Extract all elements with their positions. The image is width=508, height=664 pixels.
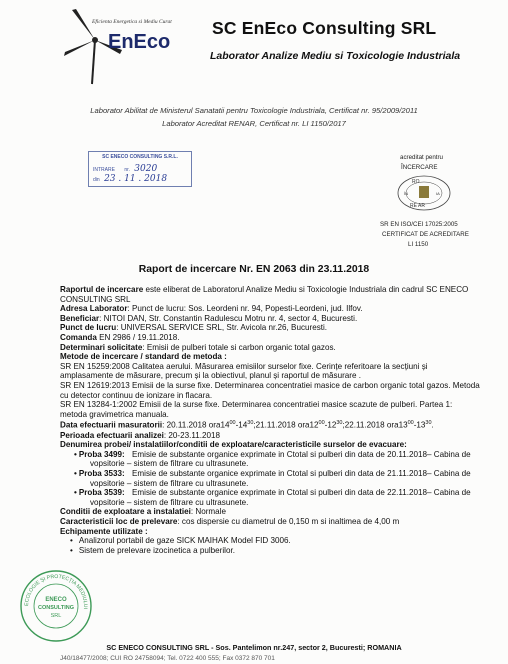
method-2: SR EN 12619:2013 Emisii de la surse fixe. Determinarea concentratiei masice de carbon organic total gazos. Metoda cu detector continuu de ionizare in flacara. [60, 380, 480, 400]
methods-heading: Metode de incercare / standard de metoda : [60, 352, 227, 362]
footer-registration: J40/18477/2008; CUI RO 24758094; Tel. 0722 400 555; Fax 0372 870 701 [60, 655, 275, 662]
dates-sup: 30 [336, 420, 343, 427]
renar-right: IA [436, 191, 440, 196]
company-name: SC EnEco Consulting SRL [212, 18, 437, 38]
equipment-item: • Sistem de prelevare izocinetica a pulberilor. [70, 545, 235, 555]
stamp-company: SC ENECO CONSULTING S.R.L. [102, 154, 178, 160]
sample-text: Emisie de substante organice exprimate in Ctotal si pulberi din data de 20.11.2018– Cabina de vopsitorie – sistem de filtrare cu ultrasunete. [90, 449, 471, 469]
dates-part: -13 [413, 421, 426, 430]
beneficiary-value: : NITOI DAN, Str. Constantin Radulescu Motru nr. 4, sector 4, Bucuresti. [99, 313, 358, 323]
place-label: Caracteristicii loc de prelevare [60, 516, 178, 526]
dates-part: -12 [324, 421, 337, 430]
analysis-label: Perioada efectuarii analizei [60, 430, 164, 440]
report-body [60, 285, 480, 555]
renar-logo [396, 174, 452, 212]
round-stamp-line-3: SRL [50, 613, 62, 619]
company-round-stamp [18, 568, 94, 644]
work-point-value: : UNIVERSAL SERVICE SRL, Str. Avicola nr.26, Bucuresti. [116, 323, 328, 333]
place-row [60, 517, 480, 527]
work-point-label: Punct de lucru [60, 323, 117, 333]
dates-part: . [431, 421, 434, 430]
accreditation-for: acreditat pentru [400, 154, 443, 161]
requested-row [60, 343, 480, 353]
logo-tagline: Eficienta Energetica si Mediu Curat [92, 19, 172, 25]
intro-text: este eliberat de Laboratorul Analize Mediu si Toxicologie Industriala din cadrul SC ENECO CONSULTING SRL [60, 285, 469, 304]
stamp-entry-label: INTRARE [93, 167, 115, 173]
lab-address-value: : Punct de lucru: Sos. Leordeni nr. 94, Popesti-Leordeni, jud. Ilfov. [127, 304, 363, 314]
requested-value: : Emisii de pulberi totale si carbon organic total gazos. [142, 342, 336, 352]
round-stamp-line-2: CONSULTING [38, 605, 74, 611]
certification-line-2: Laborator Acreditat RENAR, Certificat nr. LI 1150/2017 [162, 119, 346, 128]
conditions-value: : Normale [190, 507, 226, 517]
order-value: EN 2986 / 19.11.2018. [96, 332, 180, 342]
stamp-date-value: 23 . 11 . 2018 [104, 174, 168, 184]
dates-sup: 30 [247, 420, 254, 427]
dates-sup: 00 [318, 420, 325, 427]
eneco-logo [62, 8, 192, 86]
stamp-nr-label: nr. [124, 167, 130, 173]
place-value: : cos dispersie cu diametrul de 0,150 m si inaltimea de 4,00 m [177, 516, 400, 526]
intro-bold: Raportul de incercare [60, 285, 144, 294]
registration-stamp [88, 151, 192, 187]
stamp-date-label: din [93, 177, 100, 183]
analysis-row [60, 431, 480, 441]
conditions-row [60, 507, 480, 517]
wind-turbine-icon [62, 8, 192, 86]
sample-text: Emisie de substante organice exprimate in Ctotal si pulberi din data de 22.11.2018– Cabina de vopsitorie – sistem de filtrare cu ultrasunete. [90, 488, 471, 507]
order-label: Comanda [60, 332, 97, 342]
dates-part: ;22.11.2018 ora13 [342, 421, 408, 430]
lab-title: Laborator Analize Mediu si Toxicologie Industriala [210, 50, 461, 62]
report-title: Raport de incercare Nr. EN 2063 din 23.11.2018 [138, 264, 370, 275]
intro-paragraph [60, 285, 480, 304]
dates-part: : 20.11.2018 ora14 [162, 421, 230, 430]
logo-brand-text: EnEco [108, 31, 171, 53]
conditions-label: Conditii de exploatare a instalatiei [60, 507, 191, 517]
accreditation-number: LI 1150 [408, 241, 429, 248]
round-stamp-icon [18, 568, 94, 644]
beneficiary-row [60, 314, 480, 324]
sample-label: Proba 3533: [78, 468, 125, 478]
certification-line-1: Laborator Abilitat de Ministerul Sanatatii pentru Toxicologie Industriala, Certificat nr. 95/2009/2011 [90, 106, 418, 115]
requested-label: Determinari solicitate [60, 342, 143, 352]
work-point-row [60, 323, 480, 333]
footer-address: SC ENECO CONSULTING SRL - Sos. Pantelimon nr.247, sector 2, Bucuresti; ROMANIA [106, 643, 402, 652]
order-row [60, 333, 480, 343]
dates-sup: 00 [407, 420, 414, 427]
sample-item: • Proba 3533: Emisie de substante organice exprimate in Ctotal si pulberi din data de 21.11.2018– Cabina de vopsitorie – sistem de filtrare cu ultrasunete. [74, 468, 471, 488]
renar-top: RO [412, 179, 420, 185]
dates-part: ;21.11.2018 ora12 [253, 421, 319, 430]
analysis-value: : 20-23.11.2018 [163, 430, 221, 440]
sample-item: • Proba 3539: Emisie de substante organice exprimate in Ctotal si pulberi din data de 22.11.2018– Cabina de vopsitorie – sistem de filtrare cu ultrasunete. [74, 488, 471, 507]
stamp-entry-row [93, 164, 157, 174]
stamp-date-row [93, 174, 167, 184]
equipment-heading: Echipamente utilizate : [60, 526, 148, 536]
round-stamp-line-1: ENECO [45, 597, 67, 603]
dates-sup: 00 [229, 420, 236, 427]
accreditation-certificate: CERTIFICAT DE ACREDITARE [382, 231, 469, 238]
renar-left: ÎN [404, 191, 408, 196]
lab-address-label: Adresa Laborator [60, 304, 128, 314]
round-stamp-ring-text: ECOLOGIE ŞI PROTECŢIA MEDIULUI [23, 573, 89, 610]
equipment-text: Analizorul portabil de gaze SICK MAIHAK Model FID 3006. [78, 536, 291, 546]
sample-label: Proba 3499: [78, 449, 125, 459]
method-3: SR EN 13284-1:2002 Emisii de la surse fixe. Determinarea concentratiei masice scazute de pulberi. Partea 1: metoda gravimetrica manuala. [60, 400, 453, 419]
accreditation-type: ÎNCERCARE [401, 164, 438, 171]
samples-heading: Denumirea probei/ instalatiilor/conditii de exploatare/caracteristicile surselor de evacuare: [60, 440, 407, 450]
dates-label: Data efectuarii masuratorii [60, 421, 163, 430]
equipment-text: Sistem de prelevare izocinetica a pulberilor. [78, 545, 235, 555]
dates-row [60, 419, 480, 430]
beneficiary-label: Beneficiar [60, 313, 100, 323]
accreditation-standard: SR EN ISO/CEI 17025:2005 [380, 221, 458, 228]
sample-item: • Proba 3499: Emisie de substante organice exprimate in Ctotal si pulberi din data de 20.11.2018– Cabina de vopsitorie – sistem de filtrare cu ultrasunete. [74, 449, 471, 469]
renar-emblem-icon [396, 174, 452, 212]
renar-bottom: RE AR [410, 203, 426, 209]
dates-sup: 30 [425, 420, 432, 427]
lab-address-row [60, 304, 480, 314]
sample-text: Emisie de substante organice exprimate in Ctotal si pulberi din data de 21.11.2018– Cabina de vopsitorie – sistem de filtrare cu ultrasunete. [90, 468, 471, 488]
sample-label: Proba 3539: [78, 488, 125, 498]
stamp-nr-value: 3020 [134, 164, 158, 174]
dates-part: -14 [235, 421, 248, 430]
equipment-item: • Analizorul portabil de gaze SICK MAIHAK Model FID 3006. [70, 536, 291, 546]
method-1: SR EN 15259:2008 Calitatea aerului. Măsurarea emisiilor surselor fixe. Cerințe referitoare la secțiuni și amplasamente de măsurare, precum și la obiectivul, planul și raportul de măsurare . [60, 361, 428, 381]
